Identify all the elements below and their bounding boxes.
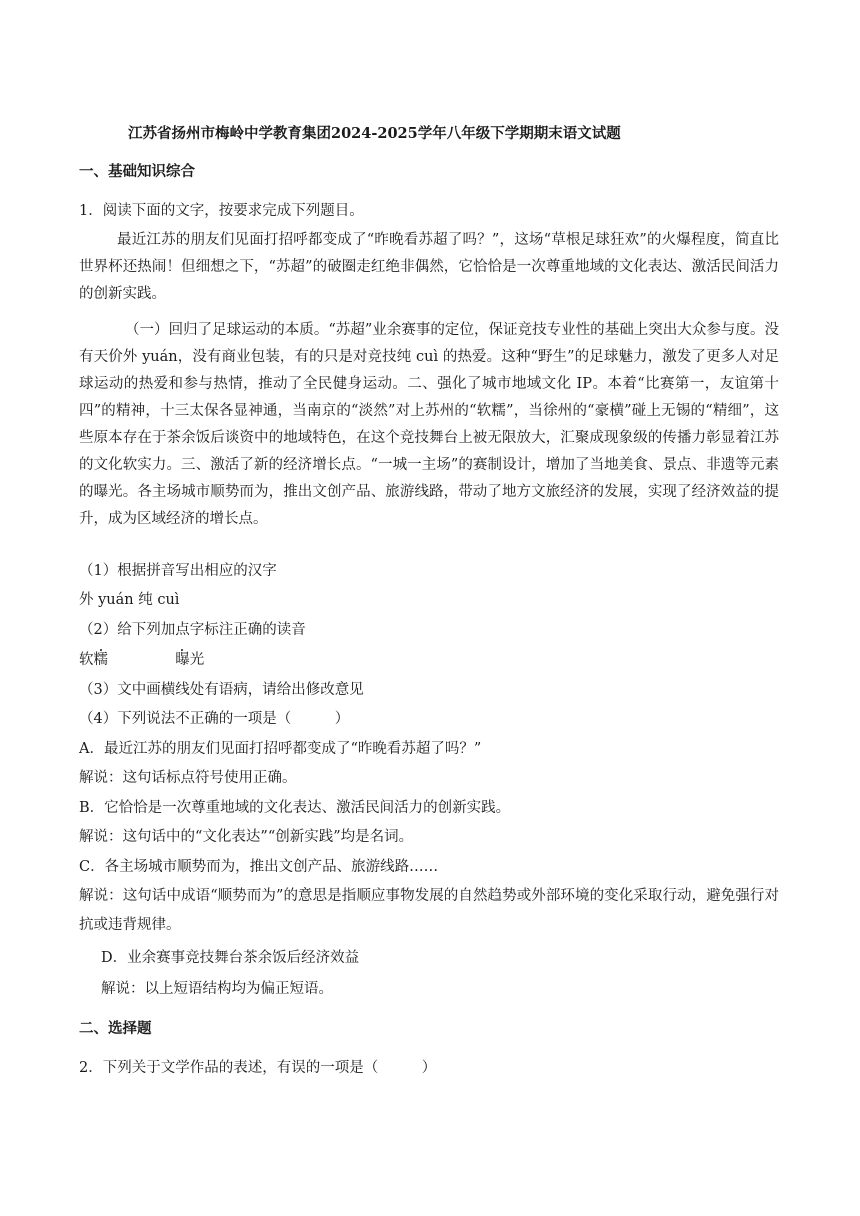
section-heading-2: 二、选择题 [79, 1020, 152, 1037]
subquestion-2-words [79, 650, 204, 670]
question-2-stem: 2．下列关于文学作品的表述，有误的一项是（ ） [79, 1060, 437, 1076]
option-c-explanation: 解说：这句话中成语“顺势而为”的意思是指顺应事物发展的自然趋势或外部环境的变化采取行动，避免强行对抗或违背规律。 [79, 888, 779, 933]
option-d: D．业余赛事竞技舞台茶余饭后经济效益 [101, 950, 360, 966]
option-a: A．最近江苏的朋友们见面打招呼都变成了“昨晚看苏超了吗？” [79, 741, 482, 757]
dotted-char-nuo: 糯 [93, 652, 108, 668]
subquestion-3: （3）文中画横线处有语病，请给出修改意见 [79, 682, 364, 698]
word-ruan: 软 [79, 652, 94, 668]
subquestion-1-items: 外 yuán 纯 cuì [79, 592, 180, 608]
section-heading-1: 一、基础知识综合 [79, 163, 195, 180]
option-d-explanation: 解说：以上短语结构均为偏正短语。 [101, 981, 333, 997]
subquestion-2: （2）给下列加点字标注正确的读音 [79, 622, 306, 638]
passage-paragraph-1: 最近江苏的朋友们见面打招呼都变成了“昨晚看苏超了吗？”，这场“草根足球狂欢”的火爆程度，简直比世界杯还热闹！但细想之下，“苏超”的破圈走红绝非偶然，它恰恰是一次尊重地域的文化表达、激活民间活力的创新实践。 [79, 232, 779, 302]
option-b-explanation: 解说：这句话中的“文化表达”“创新实践”均是名词。 [79, 829, 414, 845]
option-b: B．它恰恰是一次尊重地域的文化表达、激活民间活力的创新实践。 [79, 800, 511, 816]
question-1-stem: 1．阅读下面的文字，按要求完成下列题目。 [79, 203, 364, 219]
option-a-explanation: 解说：这句话标点符号使用正确。 [79, 770, 297, 786]
word-guang: 光 [189, 652, 205, 668]
dotted-char-pu: 曝 [175, 652, 190, 668]
option-c: C．各主场城市顺势而为，推出文创产品、旅游线路…… [79, 859, 439, 875]
subquestion-4: （4）下列说法不正确的一项是（ ） [79, 711, 350, 727]
passage-paragraph-2: （一）回归了足球运动的本质。“苏超”业余赛事的定位，保证竞技专业性的基础上突出大众参与度。没有天价外 yuán，没有商业包装，有的只是对竞技纯 cuì 的热爱。这种“野生”的足球魅力，激发了更多人对足球运动的热爱和参与热情，推动了全民健身运动。二、强化了城市地域文化 IP。本着“比赛第一，友谊第十四”的精神，十三太保各显神通，当南京的“淡然”对上苏州的“软糯”，当徐州的“豪横”碰上无锡的“精细”，这些原本存在于茶余饭后谈资中的地域特色，在这个竞技舞台上被无限放大，汇聚成现象级的传播力彰显着江苏的文化软实力。三、激活了新的经济增长点。“一城一主场”的赛制设计，增加了当地美食、景点、非遗等元素的曝光。各主场城市顺势而为，推出文创产品、旅游线路，带动了地方文旅经济的发展，实现了经济效益的提升，成为区域经济的增长点。 [79, 322, 779, 527]
subquestion-1: （1）根据拼音写出相应的汉字 [79, 563, 277, 579]
document-title: 江苏省扬州市梅岭中学教育集团2024-2025学年八年级下学期期末语文试题 [128, 125, 621, 142]
